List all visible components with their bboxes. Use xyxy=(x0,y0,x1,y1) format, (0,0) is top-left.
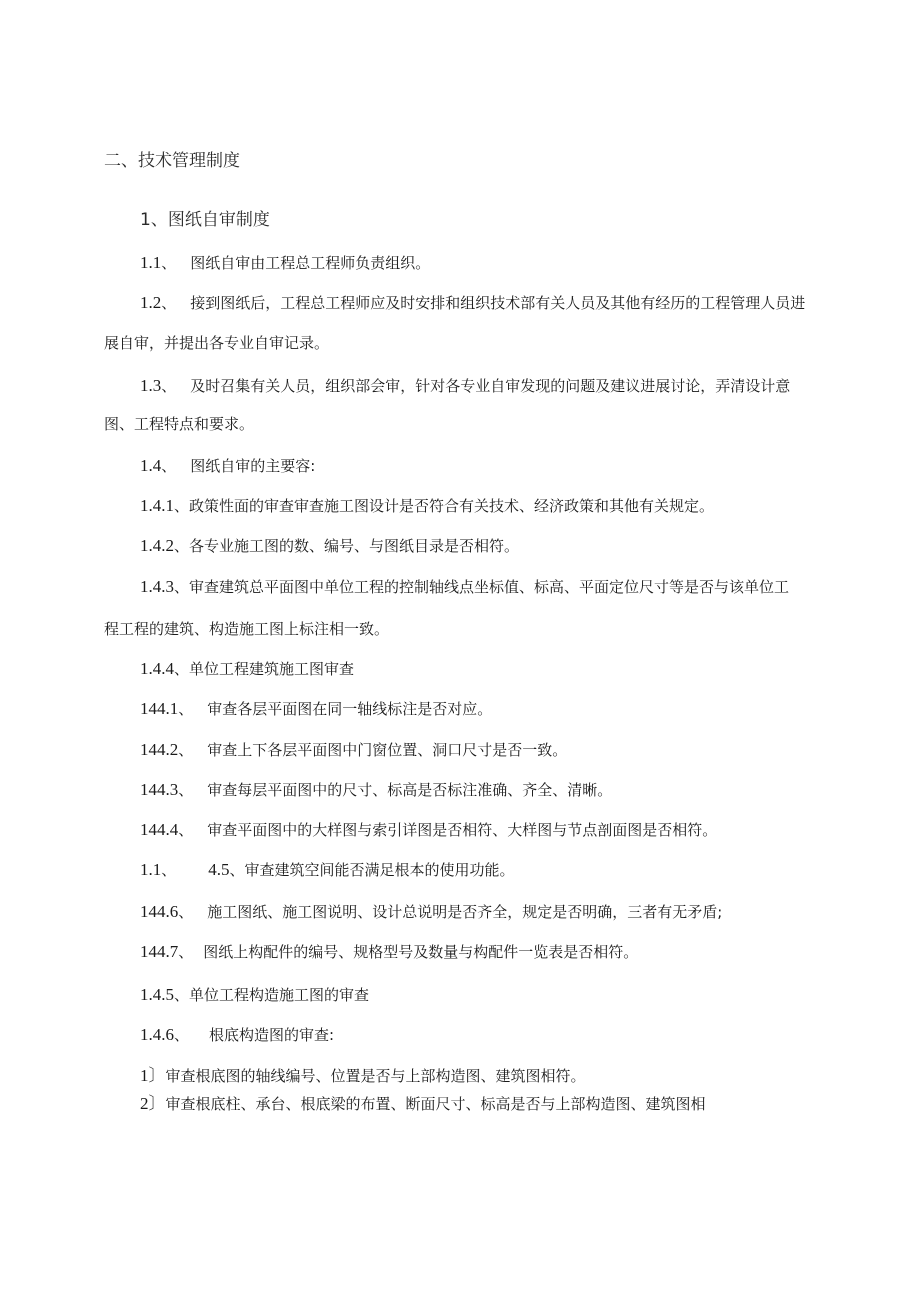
paragraph-text: 审查建筑总平面图中单位工程的控制轴线点坐标值、标高、平面定位尺寸等是否与该单位工 xyxy=(189,578,790,596)
paragraph xyxy=(140,293,805,313)
paragraph-separator: 、 xyxy=(174,986,190,1004)
paragraph-number: 1.1 xyxy=(140,253,162,272)
paragraph-separator: 、 xyxy=(174,537,190,555)
paragraph-separator: 、 xyxy=(161,377,177,395)
paragraph-number: 1.4.2 xyxy=(140,536,174,555)
paragraph-separator: 、 xyxy=(161,457,177,475)
paragraph-text: 接到图纸后，工程总工程师应及时安排和组织技术部有关人员及其他有经历的工程管理人员进 xyxy=(190,294,806,312)
paragraph-separator: 、 xyxy=(174,1026,190,1044)
paragraph xyxy=(140,456,315,476)
paragraph xyxy=(140,740,567,760)
paragraph-number: 144.6 xyxy=(140,902,179,921)
paragraph-separator: 、 xyxy=(174,578,190,596)
paragraph-number: 1.4.1 xyxy=(140,496,174,515)
paragraph-number: 1.4 xyxy=(140,456,162,475)
paragraph xyxy=(140,985,369,1005)
paragraph-separator: 、 xyxy=(178,943,194,961)
paragraph-text: 图纸上构配件的编号、规格型号及数量与构配件一览表是否相符。 xyxy=(203,943,639,961)
list-item xyxy=(140,1094,706,1114)
paragraph-separator: 、 xyxy=(178,903,194,921)
paragraph-text: 审查上下各层平面图中门窗位置、洞口尺寸是否一致。 xyxy=(207,741,568,759)
paragraph-text: 、审查建筑空间能否满足根本的使用功能。 xyxy=(229,861,515,879)
paragraph-separator: 、 xyxy=(174,660,190,678)
paragraph xyxy=(140,699,492,719)
paragraph-text: 单位工程构造施工图的审查 xyxy=(189,986,370,1004)
paragraph-separator: 、 xyxy=(161,861,177,879)
paragraph-number: 1.4.6 xyxy=(140,1025,174,1044)
paragraph-text: 根底构造图的审查: xyxy=(209,1026,335,1044)
paragraph-number: 1.4.3 xyxy=(140,577,174,596)
paragraph-continuation: 程工程的建筑、构造施工图上标注相一致。 xyxy=(104,620,390,638)
paragraph-subnumber: 4.5 xyxy=(208,860,230,879)
paragraph xyxy=(140,376,790,396)
paragraph-number: 144.7 xyxy=(140,942,179,961)
paragraph xyxy=(140,942,638,962)
list-item-number: 2〕 xyxy=(140,1094,166,1113)
paragraph-text: 审查各层平面图在同一轴线标注是否对应。 xyxy=(207,700,493,718)
paragraph-text: 图纸自审由工程总工程师负责组织。 xyxy=(190,254,431,272)
paragraph-continuation: 图、工程特点和要求。 xyxy=(104,415,255,433)
subsection-title: 1、图纸自审制度 xyxy=(140,210,270,230)
paragraph xyxy=(140,659,354,679)
paragraph xyxy=(140,860,515,880)
paragraph-text: 审查平面图中的大样图与索引详图是否相符、大样图与节点剖面图是否相符。 xyxy=(207,821,718,839)
paragraph xyxy=(140,536,519,556)
paragraph-number: 1.4.4 xyxy=(140,659,174,678)
paragraph-number: 1.2 xyxy=(140,293,162,312)
paragraph xyxy=(140,820,717,840)
paragraph-separator: 、 xyxy=(178,781,194,799)
paragraph xyxy=(140,577,789,597)
paragraph-text: 单位工程建筑施工图审查 xyxy=(189,660,355,678)
paragraph-separator: 、 xyxy=(161,254,177,272)
paragraph-number: 144.2 xyxy=(140,740,179,759)
paragraph-text: 政策性面的审查审查施工图设计是否符合有关技术、经济政策和其他有关规定。 xyxy=(189,497,715,515)
paragraph-number: 144.3 xyxy=(140,780,179,799)
paragraph-separator: 、 xyxy=(178,700,194,718)
paragraph-number: 1.3 xyxy=(140,376,162,395)
paragraph-separator: 、 xyxy=(174,497,190,515)
paragraph-text: 审查每层平面图中的尺寸、标高是否标注准确、齐全、清晰。 xyxy=(207,781,613,799)
paragraph-separator: 、 xyxy=(178,821,194,839)
list-item-text: 审查根底柱、承台、根底梁的布置、断面尺寸、标高是否与上部构造图、建筑图相 xyxy=(165,1095,706,1113)
paragraph-text: 图纸自审的主要容: xyxy=(190,457,316,475)
paragraph-number: 1.1 xyxy=(140,860,162,879)
paragraph-separator: 、 xyxy=(178,741,194,759)
paragraph-text: 及时召集有关人员，组织部会审，针对各专业自审发现的问题及建议进展讨论，弄清设计意 xyxy=(190,377,791,395)
list-item-number: 1〕 xyxy=(140,1066,166,1085)
list-item-text: 审查根底图的轴线编号、位置是否与上部构造图、建筑图相符。 xyxy=(165,1067,586,1085)
paragraph-separator: 、 xyxy=(161,294,177,312)
paragraph-number: 1.4.5 xyxy=(140,985,174,1004)
paragraph xyxy=(140,253,430,273)
paragraph-number: 144.4 xyxy=(140,820,179,839)
section-title: 二、技术管理制度 xyxy=(104,151,240,171)
paragraph xyxy=(140,780,612,800)
paragraph xyxy=(140,496,714,516)
paragraph-continuation: 展自审，并提出各专业自审记录。 xyxy=(104,334,330,352)
paragraph xyxy=(140,1025,334,1045)
paragraph-text: 施工图纸、施工图说明、设计总说明是否齐全，规定是否明确，三者有无矛盾; xyxy=(207,903,723,921)
paragraph xyxy=(140,902,722,922)
list-item xyxy=(140,1066,586,1086)
paragraph-number: 144.1 xyxy=(140,699,179,718)
paragraph-text: 各专业施工图的数、编号、与图纸目录是否相符。 xyxy=(189,537,520,555)
